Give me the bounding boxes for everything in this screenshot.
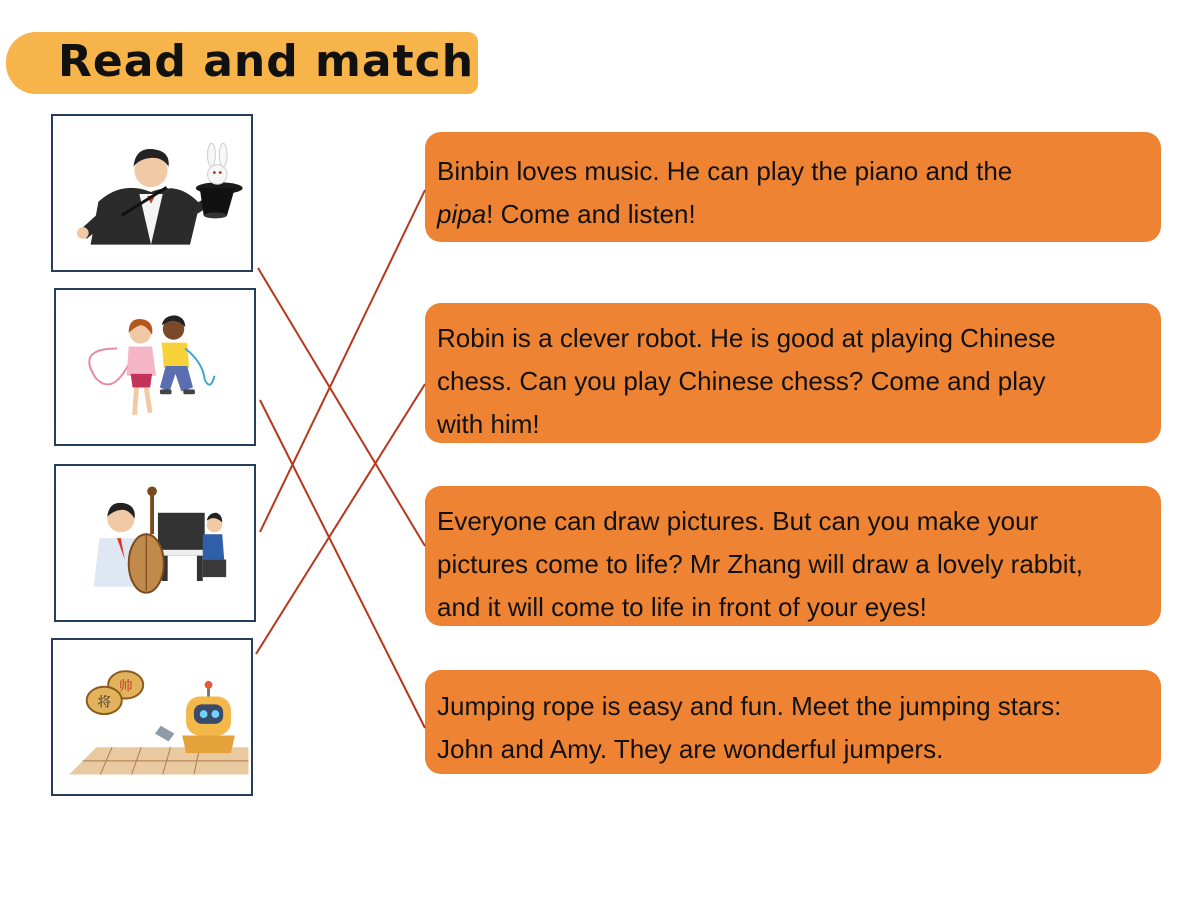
card-chess-line-2: chess. Can you play Chinese chess? Come and play	[437, 366, 1046, 396]
card-drawing-line-3: and it will come to life in front of your eyes!	[437, 592, 927, 622]
card-music-line-2	[437, 193, 1151, 236]
card-music[interactable]	[425, 132, 1161, 242]
picture-jump-rope[interactable]	[54, 288, 256, 446]
card-chess[interactable]	[425, 303, 1161, 443]
picture-music[interactable]	[54, 464, 256, 622]
match-line-magician-drawing	[258, 268, 425, 546]
magician-icon	[53, 116, 251, 270]
card-drawing[interactable]	[425, 486, 1161, 626]
card-jump-line-2: John and Amy. They are wonderful jumpers.	[437, 734, 944, 764]
music-instruments-icon	[56, 466, 254, 620]
card-music-pipa: pipa	[437, 199, 487, 229]
picture-chess-robot[interactable]	[51, 638, 253, 796]
card-chess-line-1: Robin is a clever robot. He is good at playing Chinese	[437, 323, 1056, 353]
jump-rope-kids-icon	[56, 290, 254, 444]
card-drawing-line-1: Everyone can draw pictures. But can you make your	[437, 506, 1039, 536]
card-drawing-line-2: pictures come to life? Mr Zhang will draw a lovely rabbit,	[437, 549, 1083, 579]
picture-magician[interactable]	[51, 114, 253, 272]
card-chess-line-3: with him!	[437, 409, 540, 439]
svg-text:将: 将	[97, 694, 112, 711]
match-line-jumprope-card	[260, 400, 425, 728]
match-line-chess-card	[256, 384, 425, 654]
svg-text:帅: 帅	[118, 678, 133, 695]
card-music-line-1: Binbin loves music. He can play the piano and the	[437, 156, 1013, 186]
card-jump-line-1: Jumping rope is easy and fun. Meet the jumping stars:	[437, 691, 1062, 721]
chess-robot-icon	[53, 640, 251, 794]
card-jump-rope[interactable]	[425, 670, 1161, 774]
match-line-music-card	[260, 190, 425, 532]
page-title: Read and match	[58, 36, 475, 87]
card-music-post: ! Come and listen!	[486, 199, 696, 229]
